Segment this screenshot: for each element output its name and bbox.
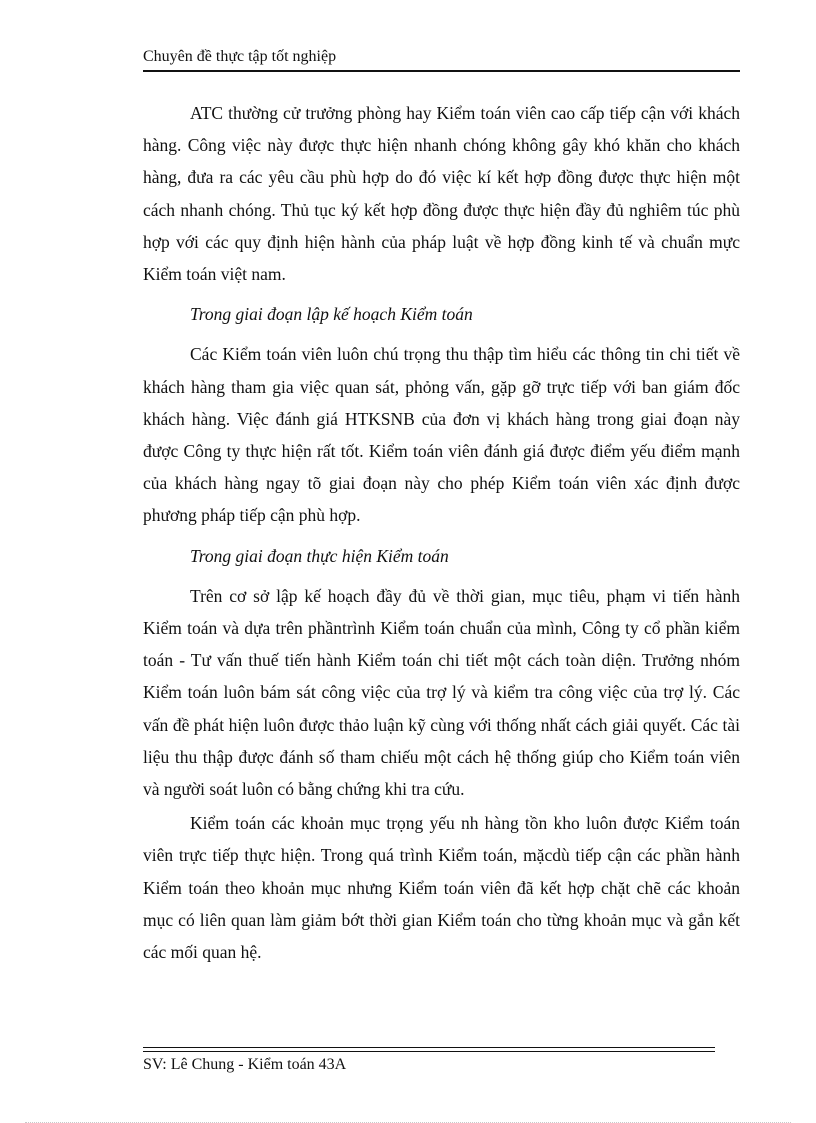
footer-divider-top: [143, 1047, 715, 1048]
subheading-planning: Trong giai đoạn lập kế hoạch Kiểm toán: [190, 304, 473, 325]
document-body: [143, 97, 740, 968]
header-divider: [143, 70, 740, 72]
paragraph-key-items: Kiểm toán các khoản mục trọng yếu nh hàng tồn kho luôn được Kiểm toán viên trực tiếp thực hiện. Trong quá trình Kiểm toán, mặcdù tiếp cận các phần hành Kiểm toán theo khoản mục nhưng Kiểm toán viên đã kết hợp chặt chẽ các khoản mục có liên quan làm giảm bớt thời gian Kiểm toán cho từng khoản mục và gắn kết các mối quan hệ.: [143, 813, 740, 963]
footer-divider-bottom: [143, 1051, 715, 1052]
page-footer-author: SV: Lê Chung - Kiểm toán 43A: [143, 1056, 347, 1073]
page-header-title: Chuyên đề thực tập tốt nghiệp: [143, 48, 337, 65]
subheading-execution: Trong giai đoạn thực hiện Kiểm toán: [190, 545, 449, 566]
paragraph-planning: Các Kiểm toán viên luôn chú trọng thu thập tìm hiểu các thông tin chi tiết về khách hàng tham gia việc quan sát, phỏng vấn, gặp gỡ trực tiếp với ban giám đốc khách hàng. Việc đánh giá HTKSNB của đơn vị khách hàng trong giai đoạn này được Công ty thực hiện rất tốt. Kiểm toán viên đánh giá được điểm yếu điểm mạnh của khách hàng ngay tõ giai đoạn này cho phép Kiểm toán viên xác định được phương pháp tiếp cận phù hợp.: [143, 344, 740, 526]
paragraph-execution: Trên cơ sở lập kế hoạch đầy đủ về thời gian, mục tiêu, phạm vi tiến hành Kiểm toán và dựa trên phầntrình Kiểm toán chuẩn của mình, Công ty cổ phần kiểm toán - Tư vấn thuế tiến hành Kiểm toán chi tiết một cách toàn diện. Trưởng nhóm Kiểm toán luôn bám sát công việc của trợ lý và kiểm tra công việc của trợ lý. Các vấn đề phát hiện luôn được thảo luận kỹ cùng với thống nhất cách giải quyết. Các tài liệu thu thập được đánh số tham chiếu một cách hệ thống giúp cho Kiểm toán viên và người soát luôn có bằng chứng khi tra cứu.: [143, 585, 740, 800]
paragraph-contract: ATC thường cử trưởng phòng hay Kiểm toán viên cao cấp tiếp cận với khách hàng. Công việc này được thực hiện nhanh chóng không gây khó khăn cho khách hàng, đưa ra các yêu cầu phù hợp do đó việc kí kết hợp đồng được thực hiện một cách nhanh chóng. Thủ tục ký kết hợp đồng được thực hiện đầy đủ nghiêm túc phù hợp với các quy định hiện hành của pháp luật về hợp đồng kinh tế và chuẩn mực Kiểm toán việt nam.: [143, 103, 740, 285]
